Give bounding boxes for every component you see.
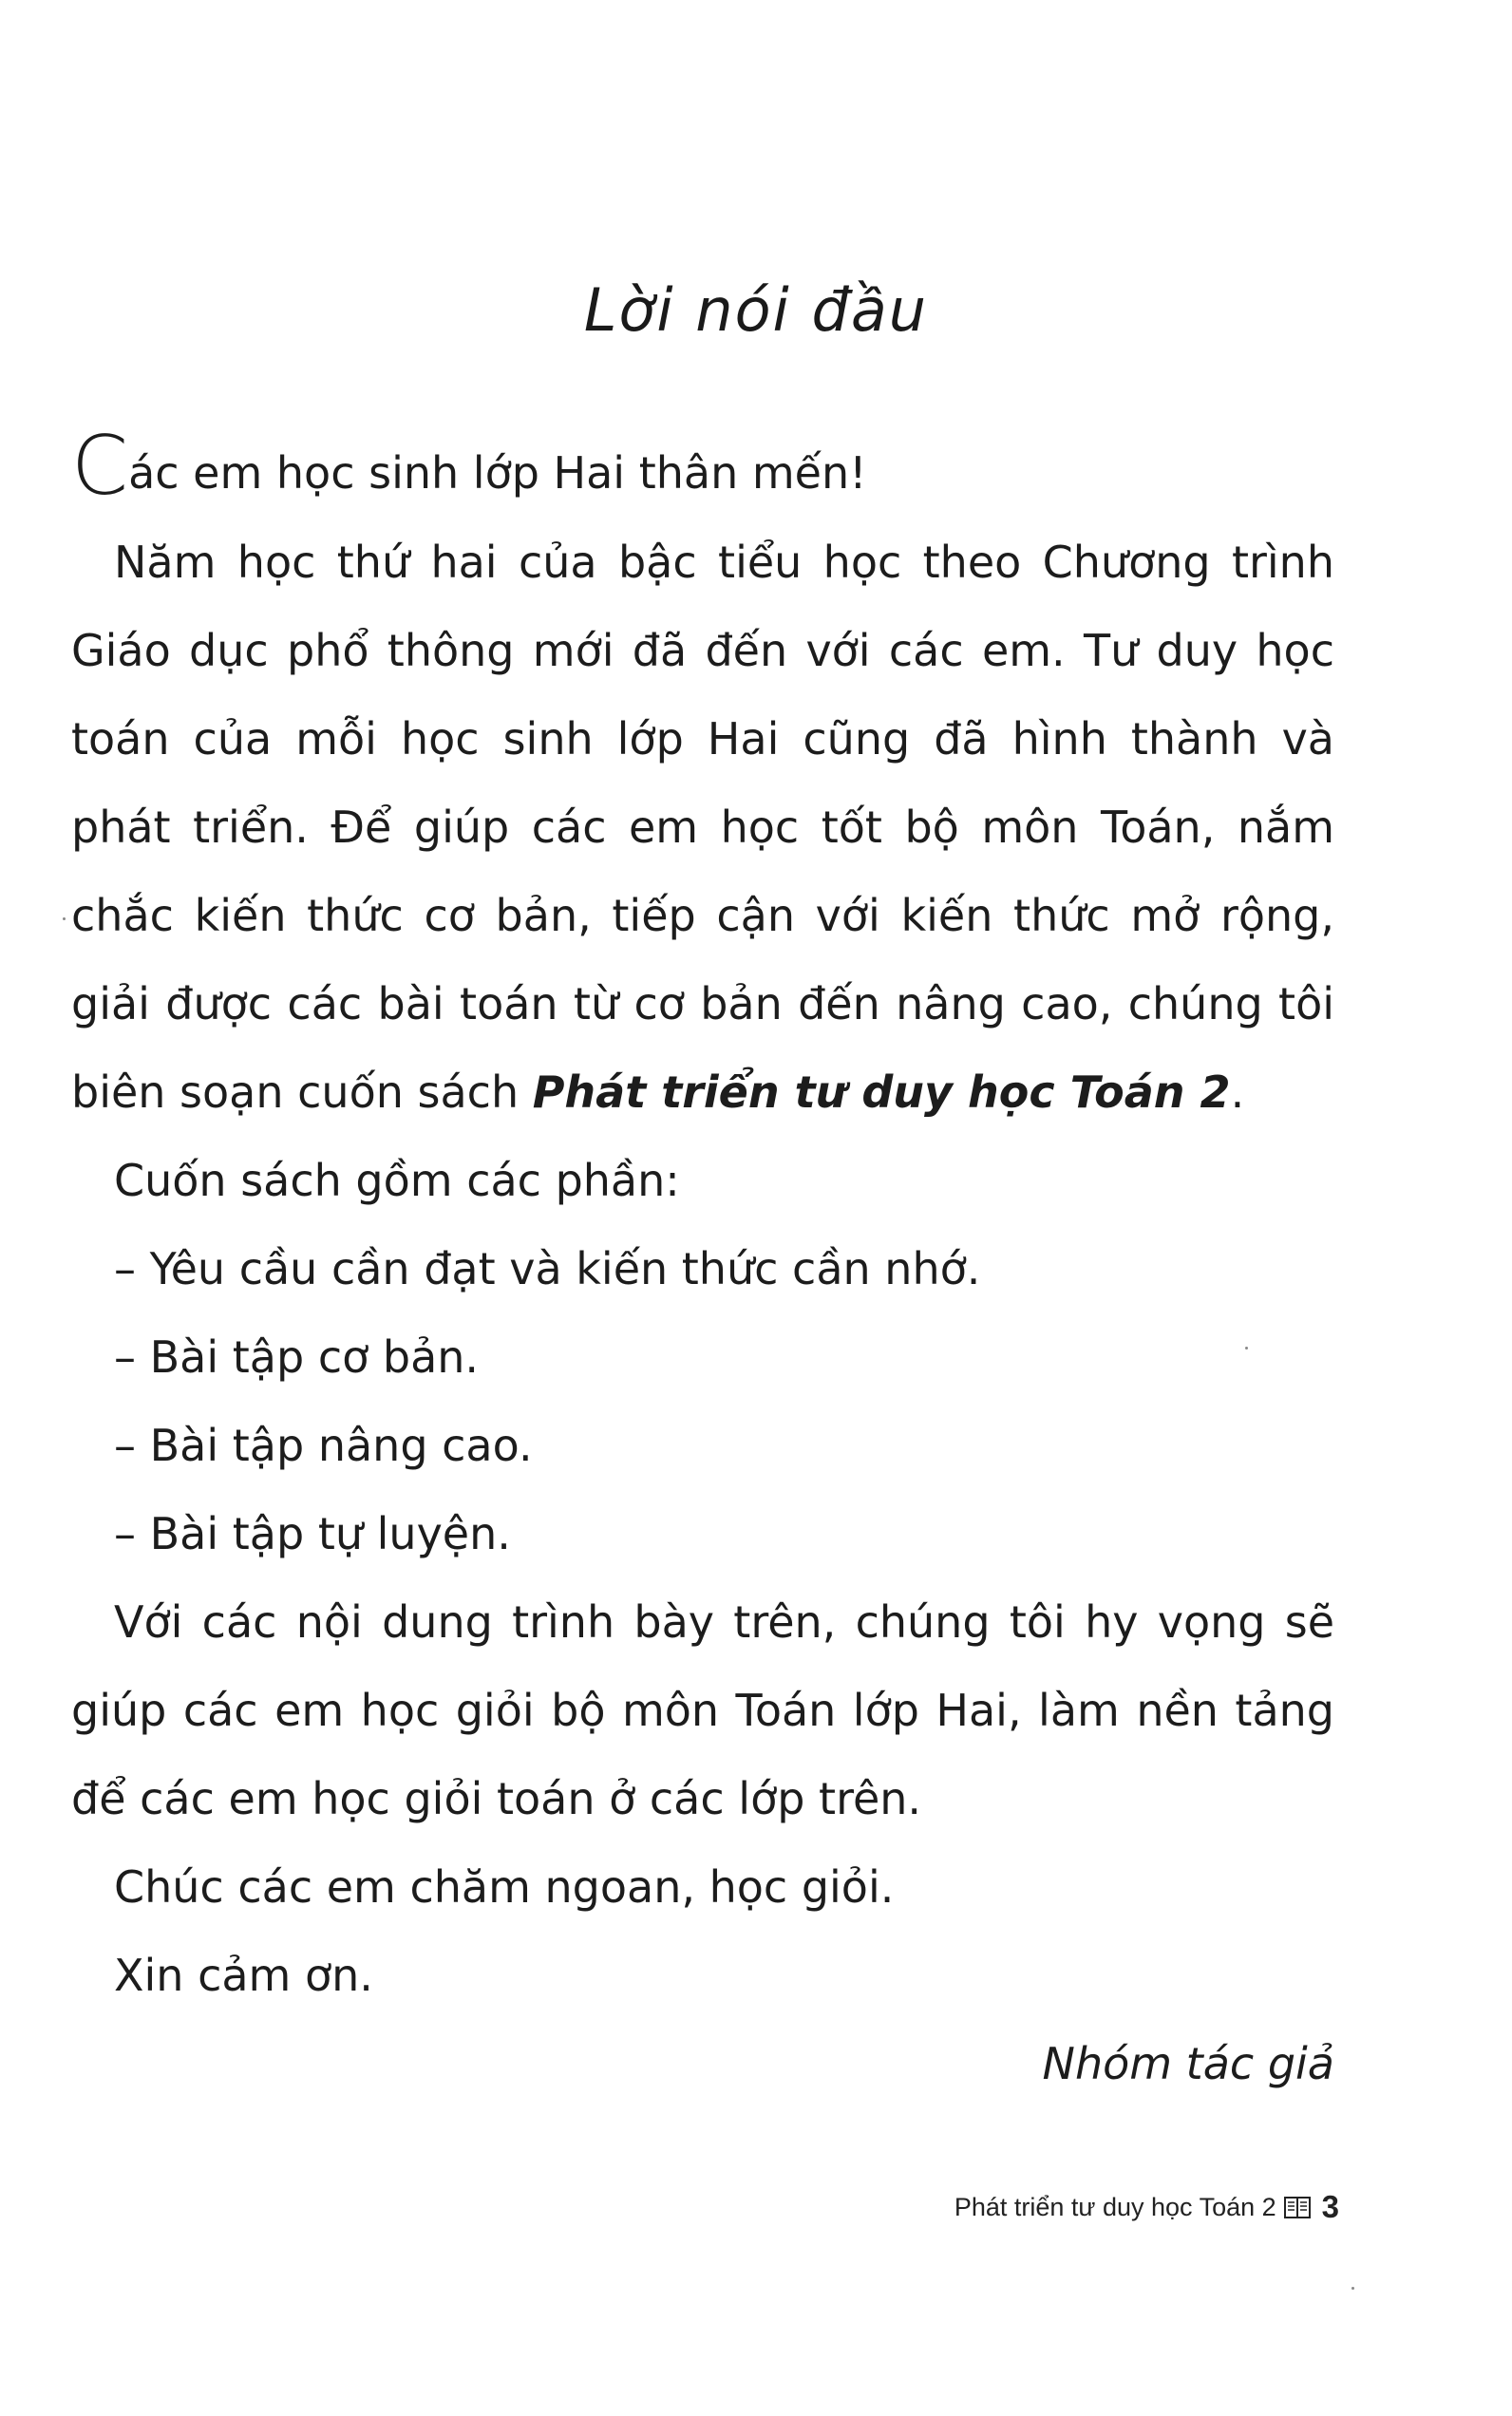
list-item: – Bài tập nâng cao. (114, 1420, 533, 1471)
wish-line: Chúc các em chăm ngoan, học giỏi. (114, 1861, 895, 1913)
book-logo-icon (1284, 2195, 1311, 2219)
thanks-line: Xin cảm ơn. (114, 1950, 373, 2001)
body-text (71, 419, 1334, 2108)
paper-speck (1245, 1347, 1248, 1350)
intro-paragraph (71, 519, 1334, 1137)
page-number: 3 (1321, 2189, 1339, 2224)
closing-paragraph: Với các nội dung trình bày trên, chúng tôi hy vọng sẽ giúp các em học giỏi bộ môn Toán lớp Hai, làm nền tảng để các em học giỏi toán ở các lớp trên. (71, 1596, 1334, 1824)
footer-book-title: Phát triển tư duy học Toán 2 (954, 2192, 1276, 2221)
salutation-text: ác em học sinh lớp Hai thân mến! (128, 447, 867, 499)
salutation (71, 419, 1334, 519)
paper-speck (63, 917, 66, 920)
list-item: – Yêu cầu cần đạt và kiến thức cần nhớ. (114, 1243, 981, 1294)
page-title: Lời nói đầu (583, 275, 929, 345)
parts-intro: Cuốn sách gồm các phần: (114, 1155, 680, 1206)
intro-paragraph-text: Năm học thứ hai của bậc tiểu học theo Chương trình Giáo dục phổ thông mới đã đến với các em. Tư duy học toán của mỗi học sinh lớp Hai cũng đã hình thành và phát triển. Để giúp các em học tốt bộ môn Toán, nắm chắc kiến thức cơ bản, tiếp cận với kiến thức mở rộng, giải được các bài toán từ cơ bản đến nâng cao, chúng tôi biên soạn cuốn sách (71, 537, 1334, 1118)
list-item: – Bài tập cơ bản. (114, 1331, 480, 1383)
book-title: Phát triển tư duy học Toán 2 (532, 1066, 1231, 1118)
list-item: – Bài tập tự luyện. (114, 1508, 511, 1559)
signature: Nhóm tác giả (1042, 2038, 1334, 2089)
drop-cap: C (71, 419, 129, 514)
paper-speck (1351, 2287, 1354, 2290)
intro-paragraph-end: . (1230, 1066, 1245, 1118)
page-footer (954, 2189, 1339, 2225)
